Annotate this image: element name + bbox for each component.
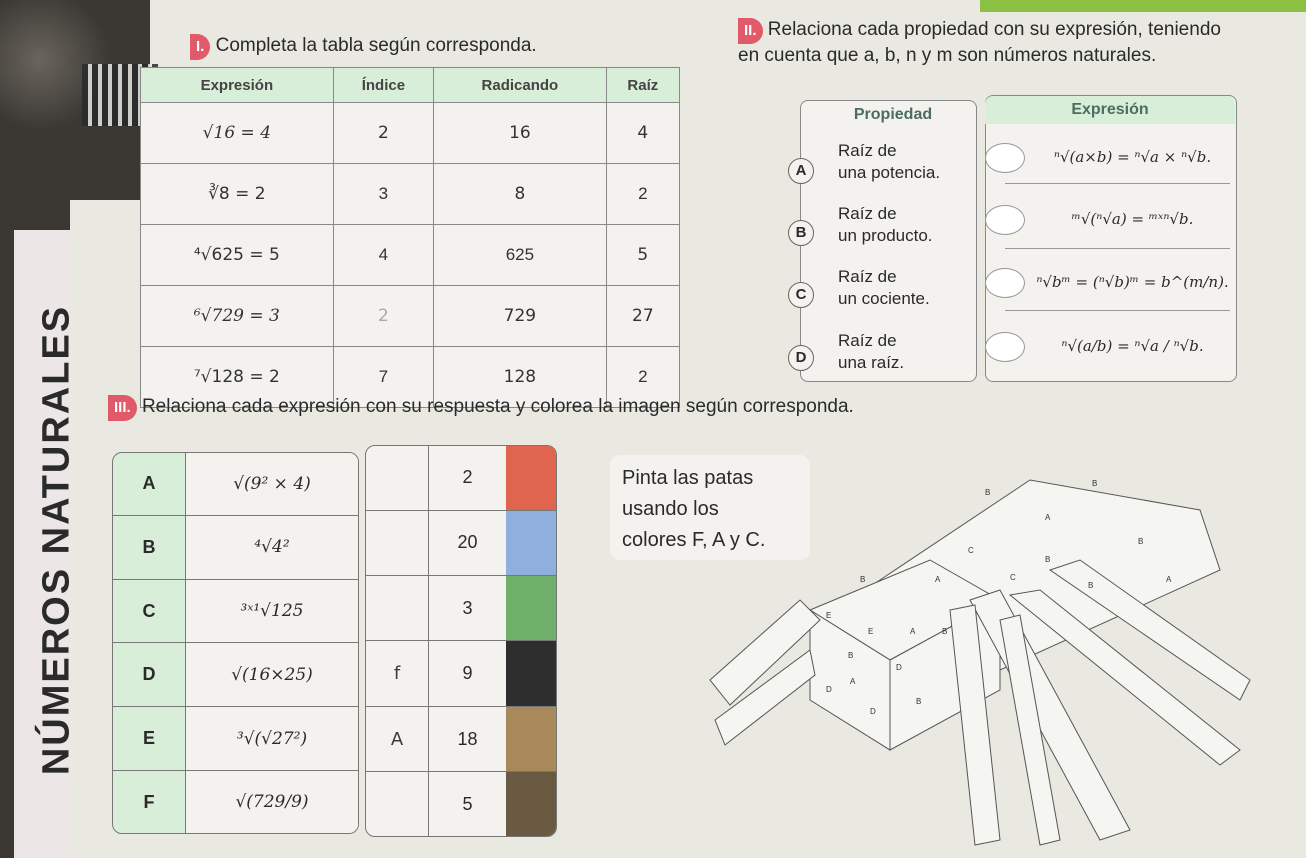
list-item	[113, 643, 358, 707]
answer-letter-slot[interactable]	[366, 772, 429, 836]
table-row	[141, 286, 680, 347]
answer-oval[interactable]	[985, 205, 1025, 235]
region-label: C	[1010, 573, 1016, 582]
table-row	[141, 103, 680, 164]
paint-line: colores F, A y C.	[622, 529, 766, 551]
answer-value: 2	[429, 446, 507, 510]
divider	[1005, 248, 1230, 249]
cell-raiz[interactable]: 2	[606, 164, 679, 225]
expression-4: ⁿ√(a/b) = ⁿ√a / ⁿ√b.	[1061, 337, 1204, 355]
top-strip	[980, 0, 1306, 12]
section3-heading	[108, 395, 854, 421]
header-indice: Índice	[333, 68, 433, 103]
cell-expr[interactable]: ⁶√729 = 3	[141, 286, 334, 347]
answer-value: 18	[429, 706, 507, 771]
section1-table	[140, 67, 680, 408]
answer-letter-slot[interactable]	[366, 446, 429, 510]
answer-letter-slot[interactable]: A	[366, 706, 429, 771]
spider-figure[interactable]	[700, 420, 1260, 850]
region-label: D	[896, 663, 902, 672]
cell-radicando[interactable]: 16	[434, 103, 607, 164]
answer-list	[365, 445, 557, 837]
list-item	[366, 576, 556, 641]
list-item	[113, 771, 358, 834]
cell-indice[interactable]: 3	[333, 164, 433, 225]
paint-line: usando los	[622, 498, 719, 520]
region-label: A	[935, 575, 941, 584]
answer-letter-slot[interactable]	[366, 576, 429, 641]
expression-2: ᵐ√(ⁿ√a) = ᵐˣⁿ√b.	[1071, 210, 1194, 228]
divider	[1005, 183, 1230, 184]
region-label: B	[942, 627, 948, 636]
region-label: B	[1138, 537, 1144, 546]
table-header-row	[141, 68, 680, 103]
cell-raiz[interactable]: 27	[606, 286, 679, 347]
region-label: E	[868, 627, 874, 636]
answer-oval[interactable]	[985, 268, 1025, 298]
expression-3: ⁿ√bᵐ = (ⁿ√b)ᵐ = b^(m/n).	[1036, 273, 1229, 291]
cell-raiz[interactable]: 4	[606, 103, 679, 164]
cell-expr[interactable]: ⁴√625 = 5	[141, 225, 334, 286]
property-c: Raíz de un cociente.	[838, 267, 930, 308]
color-swatch	[506, 446, 556, 510]
region-label: A	[1166, 575, 1172, 584]
list-item	[366, 510, 556, 575]
region-label: C	[968, 546, 974, 555]
item-expression: √(9² × 4)	[186, 453, 359, 515]
region-label: A	[1045, 513, 1051, 522]
section1-title: Completa la tabla según corresponda.	[215, 35, 537, 56]
side-title: NÚMEROS NATURALES	[35, 304, 78, 776]
side-banner	[14, 230, 78, 858]
cell-indice[interactable]: 4	[333, 225, 433, 286]
list-item	[366, 641, 556, 706]
region-label: B	[1088, 581, 1094, 590]
section2-title: Relaciona cada propiedad con su expresión, teniendo en cuenta que a, b, n y m son números naturales.	[738, 19, 1221, 66]
color-swatch	[506, 510, 556, 575]
divider	[1005, 310, 1230, 311]
cell-radicando[interactable]: 128	[434, 347, 607, 408]
cell-raiz[interactable]: 5	[606, 225, 679, 286]
region-label: B	[916, 697, 922, 706]
list-item	[113, 707, 358, 771]
cell-radicando[interactable]: 625	[434, 225, 607, 286]
color-swatch	[506, 706, 556, 771]
property-letter-d: D	[788, 345, 814, 371]
cell-radicando[interactable]: 729	[434, 286, 607, 347]
section1-number: I.	[190, 34, 210, 60]
answer-oval[interactable]	[985, 332, 1025, 362]
list-item	[366, 706, 556, 771]
property-letter-a: A	[788, 158, 814, 184]
header-raiz: Raíz	[606, 68, 679, 103]
region-label: D	[870, 707, 876, 716]
answer-value: 5	[462, 793, 473, 814]
answer-letter-slot[interactable]	[366, 510, 429, 575]
region-label: D	[826, 685, 832, 694]
item-letter: E	[113, 707, 186, 771]
table-row	[141, 164, 680, 225]
header-expresion: Expresión	[141, 68, 334, 103]
item-letter: C	[113, 579, 186, 643]
region-label: B	[1092, 479, 1098, 488]
answer-value: 9	[429, 641, 507, 706]
color-swatch	[506, 772, 556, 836]
property-header: Propiedad	[853, 106, 933, 123]
header-radicando: Radicando	[434, 68, 607, 103]
section2-number: II.	[738, 18, 763, 44]
region-label: B	[848, 651, 854, 660]
answer-oval[interactable]	[985, 143, 1025, 173]
answer-value: 20	[429, 510, 507, 575]
region-label: B	[1045, 555, 1051, 564]
region-label: E	[826, 611, 832, 620]
item-letter: B	[113, 515, 186, 579]
property-letter-c: C	[788, 282, 814, 308]
list-item	[113, 453, 358, 515]
cell-radicando[interactable]: 8	[434, 164, 607, 225]
answer-value: 3	[429, 576, 507, 641]
cell-expr[interactable]: ⁷√128 = 2	[141, 347, 334, 408]
item-expression: √(16×25)	[186, 643, 359, 707]
cell-indice[interactable]: 2	[333, 286, 433, 347]
cell-expr[interactable]: ∛8 = 2	[141, 164, 334, 225]
answer-letter-slot[interactable]: f	[366, 641, 429, 706]
region-label: A	[850, 677, 856, 686]
list-item	[366, 772, 556, 836]
expression-1: ⁿ√(a×b) = ⁿ√a × ⁿ√b.	[1053, 148, 1212, 166]
table-row	[141, 225, 680, 286]
property-b: Raíz de un producto.	[838, 204, 933, 245]
section1-heading	[190, 34, 537, 60]
item-expression: ³ˣ¹√125	[186, 579, 359, 643]
list-item	[113, 515, 358, 579]
expression-header: Expresión	[985, 96, 1235, 124]
property-a: Raíz de una potencia.	[838, 141, 941, 182]
item-expression: ³√(√27²)	[186, 707, 359, 771]
region-label: B	[860, 575, 866, 584]
color-swatch	[506, 641, 556, 706]
paint-line: Pinta las patas	[622, 467, 754, 489]
section3-title: Relaciona cada expresión con su respuesta y colorea la imagen según corresponda.	[141, 396, 854, 417]
expression-list	[112, 452, 359, 834]
color-swatch	[506, 576, 556, 641]
item-letter: D	[113, 643, 186, 707]
list-item	[113, 579, 358, 643]
property-d: Raíz de una raíz.	[838, 331, 905, 372]
property-letter-b: B	[788, 220, 814, 246]
cell-indice[interactable]: 2	[333, 103, 433, 164]
region-label: B	[985, 488, 991, 497]
section2-heading	[738, 18, 1228, 68]
cell-expr[interactable]: √16 = 4	[141, 103, 334, 164]
cell-indice[interactable]: 7	[333, 347, 433, 408]
item-letter: F	[113, 771, 186, 834]
section3-number: III.	[108, 395, 137, 421]
cell-raiz[interactable]: 2	[606, 347, 679, 408]
item-letter: A	[113, 453, 186, 515]
region-label: A	[910, 627, 916, 636]
item-expression: √(729/9)	[186, 771, 359, 834]
list-item	[366, 446, 556, 510]
item-expression: ⁴√4²	[186, 515, 359, 579]
